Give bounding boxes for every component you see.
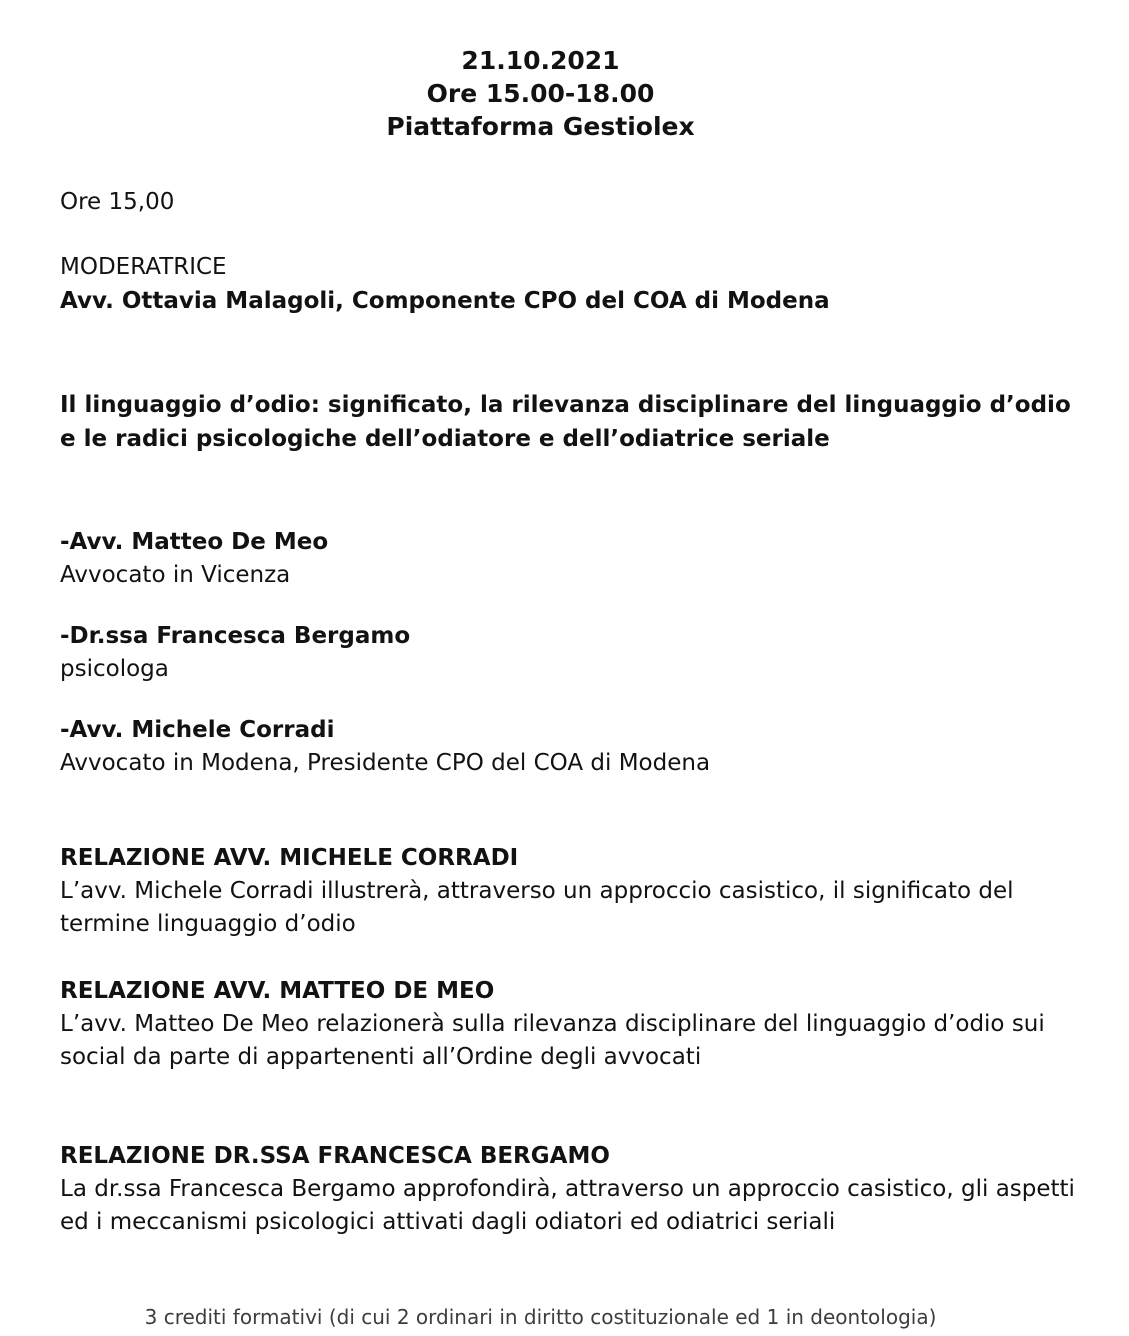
moderator-role-label: MODERATRICE	[60, 254, 227, 280]
speaker-name: -Avv. Michele Corradi	[60, 717, 335, 743]
speaker-item	[60, 714, 1081, 780]
event-date: 21.10.2021	[461, 46, 620, 75]
relazione-body: L’avv. Matteo De Meo relazionerà sulla rilevanza disciplinare del linguaggio d’odio sui social da parte di appartenenti all’Ordine degli avvocati	[60, 1011, 1045, 1070]
moderator-name: Avv. Ottavia Malagoli, Componente CPO del COA di Modena	[60, 288, 830, 314]
relazione-section	[60, 842, 1081, 941]
relazione-sections	[60, 842, 1081, 1239]
relazione-section	[60, 1140, 1081, 1239]
speaker-role: Avvocato in Modena, Presidente CPO del COA di Modena	[60, 750, 711, 776]
credits-footer: 3 crediti formativi (di cui 2 ordinari in diritto costituzionale ed 1 in deontologia)	[144, 1305, 937, 1329]
session-start-time: Ore 15,00	[60, 189, 175, 215]
relazione-heading: RELAZIONE AVV. MATTEO DE MEO	[60, 978, 495, 1004]
speaker-item	[60, 620, 1081, 686]
document-header	[60, 44, 1021, 143]
relazione-heading: RELAZIONE DR.SSA FRANCESCA BERGAMO	[60, 1143, 610, 1169]
relazione-section	[60, 975, 1081, 1074]
speaker-item	[60, 526, 1081, 592]
speakers-list	[60, 526, 1081, 780]
speaker-name: -Avv. Matteo De Meo	[60, 529, 329, 555]
event-time-range: Ore 15.00-18.00	[426, 79, 655, 108]
topic-title: Il linguaggio d’odio: significato, la rilevanza disciplinare del linguaggio d’odio e le radici psicologiche dell’odiatore e dell’odiatrice seriale	[60, 392, 1071, 452]
speaker-role: Avvocato in Vicenza	[60, 562, 291, 588]
relazione-body: L’avv. Michele Corradi illustrerà, attraverso un approccio casistico, il significato del termine linguaggio d’odio	[60, 878, 1014, 937]
speaker-role: psicologa	[60, 656, 169, 682]
relazione-heading: RELAZIONE AVV. MICHELE CORRADI	[60, 845, 519, 871]
moderator-block	[60, 250, 1081, 318]
relazione-body: La dr.ssa Francesca Bergamo approfondirà, attraverso un approccio casistico, gli aspetti ed i meccanismi psicologici attivati dagli odiatori ed odiatrici seriali	[60, 1176, 1075, 1235]
speaker-name: -Dr.ssa Francesca Bergamo	[60, 623, 411, 649]
event-platform: Piattaforma Gestiolex	[386, 112, 695, 141]
